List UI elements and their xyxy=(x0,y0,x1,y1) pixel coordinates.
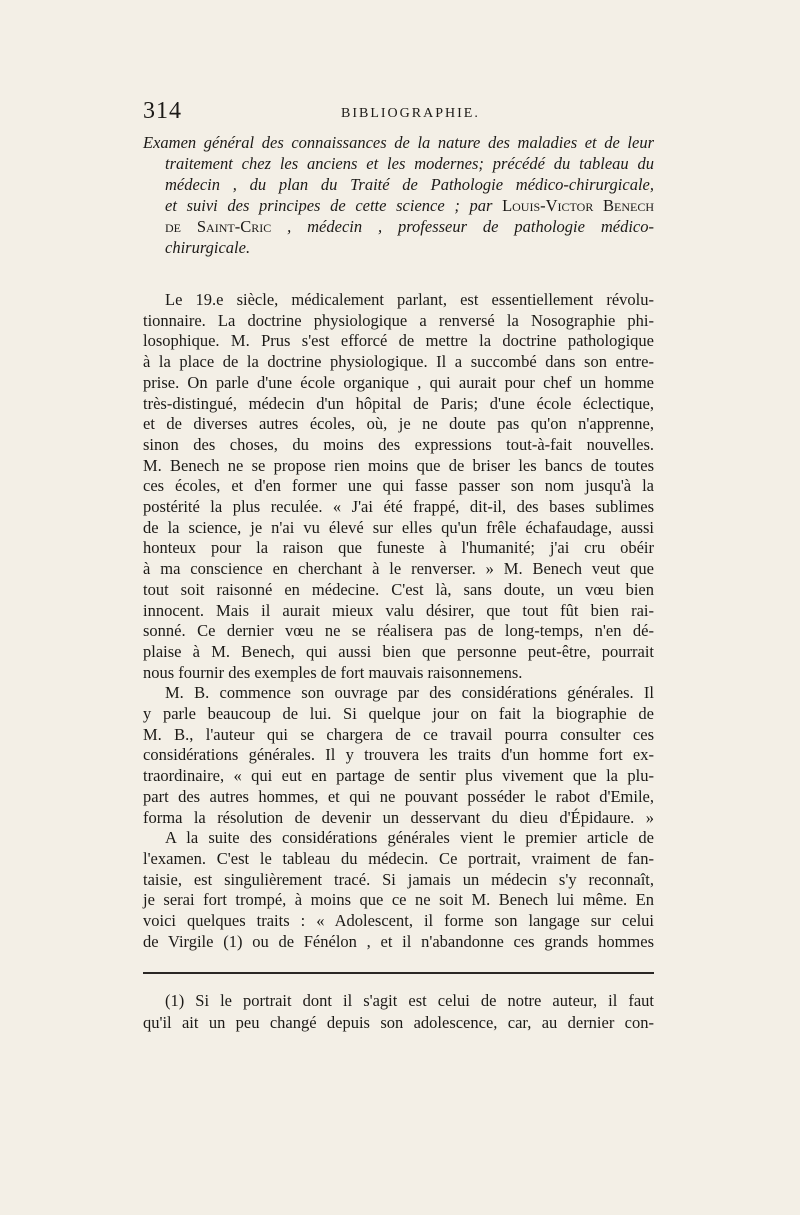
page-header xyxy=(143,98,663,128)
text-line: postérité la plus reculée. « J'ai été frappé, dit-il, des bases sublimes xyxy=(143,497,654,517)
running-head: BIBLIOGRAPHIE. xyxy=(341,106,480,121)
text-line: nous fournir des exemples de fort mauvais raisonnemens. xyxy=(143,662,523,682)
footnote-line: (1) Si le portrait dont il s'agit est celui de notre auteur, il faut xyxy=(165,991,654,1010)
text-line: forma la résolution de devenir un desservant du dieu d'Épidaure. » xyxy=(143,807,654,827)
text-line: tionnaire. La doctrine physiologique a renversé la Nosographie phi- xyxy=(143,310,654,330)
title-line: chirurgicale. xyxy=(165,238,251,257)
title-text: , médecin , professeur de pathologie médico- xyxy=(271,217,654,236)
text-line: sonné. Ce dernier vœu ne se réalisera pas de long-temps, n'en dé- xyxy=(143,621,654,641)
text-line: prise. On parle d'une école organique , qui aurait pour chef un homme xyxy=(143,372,654,392)
text-line: M. Benech ne se propose rien moins que de briser les bancs de toutes xyxy=(143,455,654,475)
title-line xyxy=(143,195,654,216)
text-line: considérations générales. Il y trouvera les traits d'un homme fort ex- xyxy=(143,745,654,765)
text-line: taisie, est singulièrement tracé. Si jamais un médecin s'y reconnaît, xyxy=(143,869,654,889)
author-name: de Saint-Cric xyxy=(165,217,272,236)
text-line: de Virgile (1) ou de Fénélon , et il n'abandonne ces grands hommes xyxy=(143,931,654,951)
text-line: sinon des choses, du moins des expressions tout-à-fait nouvelles. xyxy=(143,434,654,454)
text-line: voici quelques traits : « Adolescent, il forme son langage sur celui xyxy=(143,911,654,931)
text-line: tout soit raisonné en médecine. C'est là, sans doute, un vœu bien xyxy=(143,579,654,599)
text-line: de la science, je n'ai vu élevé sur elles qu'un frêle échafaudage, aussi xyxy=(143,517,654,537)
footnote-rule xyxy=(143,972,654,974)
text-line: très-distingué, médecin d'un hôpital de Paris; d'une école éclectique, xyxy=(143,393,654,413)
text-line: l'examen. C'est le tableau du médecin. Ce portrait, vraiment de fan- xyxy=(143,848,654,868)
text-line: je serai fort trompé, à moins que ce ne soit M. Benech lui même. En xyxy=(143,890,654,910)
text-line: à la place de la doctrine physiologique. Il a succombé dans son entre- xyxy=(143,352,654,372)
title-line xyxy=(143,216,654,237)
text-line: innocent. Mais il aurait mieux valu désirer, que tout fût bien rai- xyxy=(143,600,654,620)
text-line: traordinaire, « qui eut en partage de sentir plus vivement que la plu- xyxy=(143,766,654,786)
text-line: plaise à M. Benech, qui aussi bien que personne peut-être, pourrait xyxy=(143,641,654,661)
page-number: 314 xyxy=(143,98,182,124)
title-line: médecin , du plan du Traité de Pathologie médico-chirurgicale, xyxy=(165,175,654,194)
text-line: honteux pour la raison que funeste à l'humanité; j'ai cru obéir xyxy=(143,538,654,558)
text-line: à ma conscience en cherchant à le renverser. » M. Benech veut que xyxy=(143,559,654,579)
text-line: Le 19.e siècle, médicalement parlant, est essentiellement révolu- xyxy=(165,290,654,309)
title-line: Examen général des connaissances de la nature des maladies et de leur xyxy=(143,133,654,152)
text-line: ces écoles, et d'en former une qui fasse passer son nom jusqu'à la xyxy=(143,476,654,496)
body-text xyxy=(143,290,654,953)
text-line: M. B., l'auteur qui se chargera de ce travail pourra consulter ces xyxy=(143,724,654,744)
text-line: part des autres hommes, et qui ne pouvant posséder le rabot d'Emile, xyxy=(143,786,654,806)
footnote xyxy=(143,990,654,1034)
text-line: et de diverses autres écoles, où, je ne doute pas qu'on n'apprenne, xyxy=(143,414,654,434)
text-line: A la suite des considérations générales vient le premier article de xyxy=(165,828,654,848)
text-line: y parle beaucoup de lui. Si quelque jour on fait la biographie de xyxy=(143,704,654,724)
footnote-line: qu'il ait un peu changé depuis son adolescence, car, au dernier con- xyxy=(143,1013,654,1032)
title-text: et suivi des principes de cette science ; par xyxy=(165,196,503,215)
author-name: Louis-Victor Benech xyxy=(502,196,654,215)
text-line: losophique. M. Prus s'est efforcé de mettre la doctrine pathologique xyxy=(143,331,654,351)
title-line: traitement chez les anciens et les modernes; précédé du tableau du xyxy=(165,154,654,173)
article-title xyxy=(143,132,654,258)
text-line: M. B. commence son ouvrage par des considérations générales. Il xyxy=(165,683,654,703)
